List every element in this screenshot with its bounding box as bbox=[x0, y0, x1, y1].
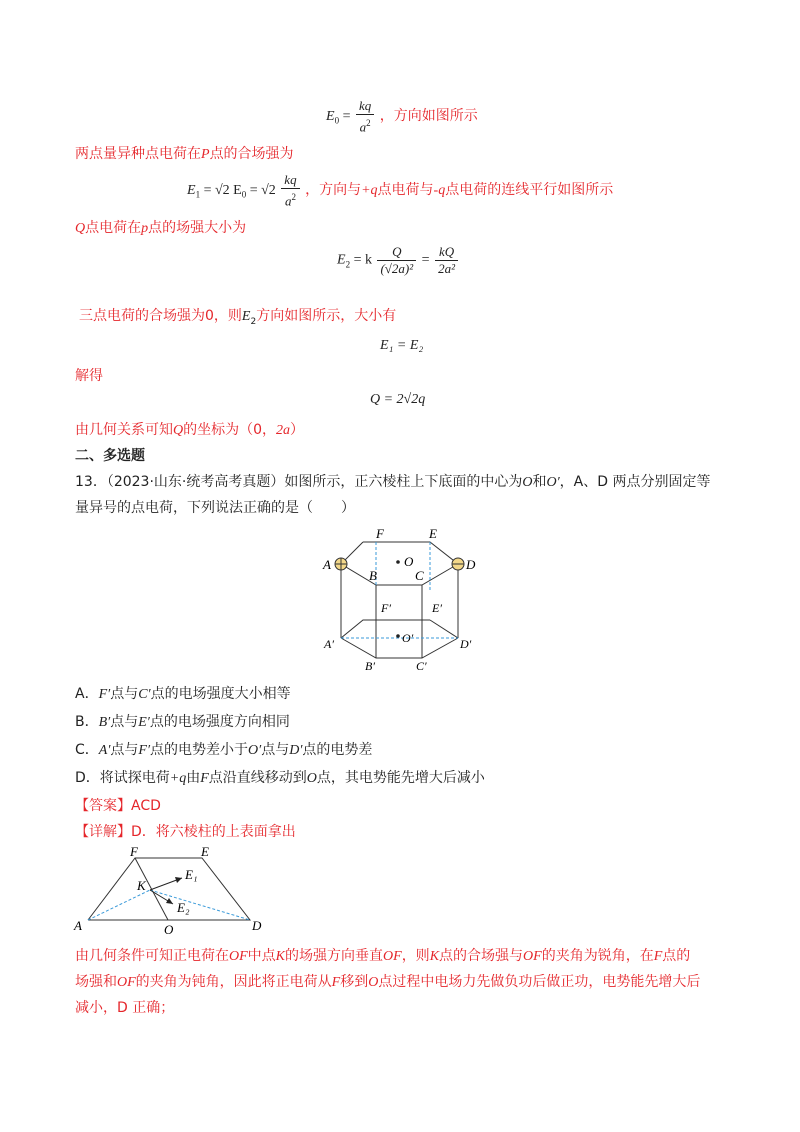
text-solve: 解得 bbox=[75, 368, 103, 384]
hexagonal-prism-figure bbox=[318, 522, 488, 672]
question-13-line2: 量异号的点电荷，下列说法正确的是（ ） bbox=[75, 500, 355, 516]
svg-text:E: E bbox=[429, 526, 437, 541]
text-coordinate: 由几何关系可知Q的坐标为（0，2a） bbox=[75, 422, 305, 438]
svg-text:E₁: E₁ bbox=[185, 867, 198, 882]
svg-text:C: C bbox=[415, 568, 424, 583]
explanation-line2: 场强和OF的夹角为钝角，因此将正电荷从F移到O点过程中电场力先做负功后做正功，电势能先增大后 bbox=[75, 974, 701, 990]
svg-text:E′: E′ bbox=[432, 601, 442, 615]
equation-e0: $E_0$ = $\frac{kq}{a^2}$ ，方向如图所示 bbox=[326, 98, 478, 135]
equation-q: Q = 2√2q bbox=[370, 392, 426, 407]
svg-text:A′: A′ bbox=[324, 637, 334, 651]
explanation-line1: 由几何条件可知正电荷在OF中点K的场强方向垂直OF，则K点的合场强与OF的夹角为锐角，在F点的 bbox=[75, 948, 691, 964]
svg-text:E₂: E₂ bbox=[177, 900, 190, 915]
question-13-line1: 13．（2023·山东·统考高考真题）如图所示，正六棱柱上下底面的中心为O和O′，A、D 两点分别固定等 bbox=[75, 474, 711, 490]
text-line-p: 两点量异种点电荷在P点的合场强为 bbox=[75, 146, 294, 162]
svg-text:D′: D′ bbox=[460, 637, 472, 651]
equation-e2: $E_2 = k$ $\frac{Q}{\text{(√2a)²}}$ = $\frac{kQ}{\text{2a²}}$ bbox=[337, 244, 460, 277]
option-a: A．F′点与C′点的电场强度大小相等 bbox=[75, 686, 291, 702]
svg-text:O: O bbox=[164, 922, 174, 936]
section-heading: 二、多选题 bbox=[75, 448, 145, 464]
svg-text:C′: C′ bbox=[416, 659, 427, 672]
top-face-figure bbox=[70, 846, 270, 936]
svg-text:O: O bbox=[404, 554, 414, 569]
svg-text:F: F bbox=[376, 526, 384, 541]
svg-text:O′: O′ bbox=[402, 631, 414, 645]
equation-e1: $E_1 = √2$ $E_0 = √2$ $\frac{kq}{a^2}$ ，方向与+q点电荷与-q点电荷的连线平行如图所示 bbox=[187, 172, 614, 209]
option-c: C．A′点与F′点的电势差小于O′点与D′点的电势差 bbox=[75, 742, 373, 758]
svg-text:E: E bbox=[201, 846, 209, 859]
svg-text:B: B bbox=[369, 568, 377, 583]
svg-text:F: F bbox=[130, 846, 138, 859]
svg-text:D: D bbox=[466, 557, 476, 572]
explanation-line3: 减小，D 正确； bbox=[75, 1000, 175, 1016]
svg-text:A: A bbox=[323, 557, 331, 572]
svg-text:A: A bbox=[74, 918, 82, 933]
detail-heading: 【详解】D．将六棱柱的上表面拿出 bbox=[75, 824, 296, 840]
svg-text:F′: F′ bbox=[381, 601, 391, 615]
text-line-q: Q点电荷在p点的场强大小为 bbox=[75, 220, 247, 236]
answer: 【答案】ACD bbox=[75, 798, 161, 814]
svg-text:K: K bbox=[137, 878, 146, 893]
svg-text:B′: B′ bbox=[365, 659, 375, 672]
option-b: B．B′点与E′点的电场强度方向相同 bbox=[75, 714, 290, 730]
text-line-three: 三点电荷的合场强为0，则$E_2$方向如图所示，大小有 bbox=[79, 308, 397, 327]
option-d: D．将试探电荷+q由F点沿直线移动到O点，其电势能先增大后减小 bbox=[75, 770, 485, 786]
equation-e1-e2: E₁ = E₂ bbox=[380, 338, 424, 353]
svg-text:D: D bbox=[252, 918, 262, 933]
